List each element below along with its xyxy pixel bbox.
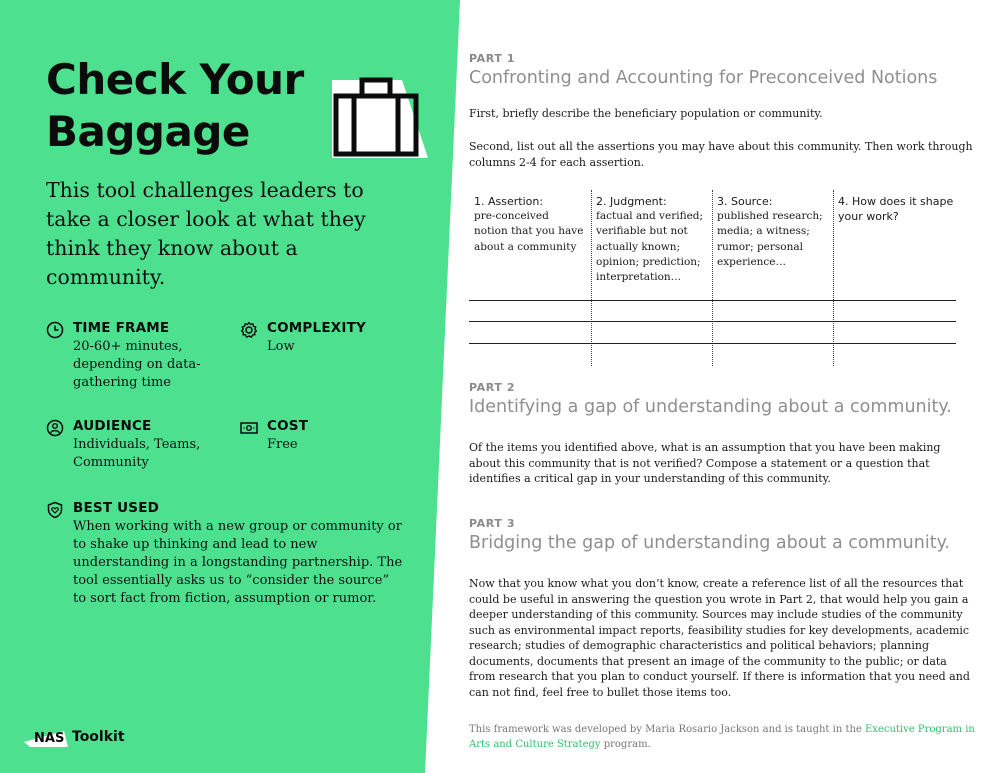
nas-logo bbox=[24, 727, 72, 747]
page-title: Check Your Baggage bbox=[46, 55, 304, 156]
audience-value: Individuals, Teams, Community bbox=[73, 437, 201, 470]
column-head: 1. Assertion: bbox=[474, 195, 544, 208]
complexity-label: COMPLEXITY bbox=[267, 320, 366, 336]
gear-icon bbox=[240, 321, 258, 339]
column-divider bbox=[591, 190, 592, 366]
part3-label: PART 3 bbox=[469, 517, 516, 530]
column-divider bbox=[712, 190, 713, 366]
intro-text: This tool challenges leaders to take a closer look at what they think they know about a community. bbox=[46, 178, 366, 289]
logo-text: Toolkit bbox=[72, 729, 125, 745]
column-desc: factual and verified; verifiable but not actually known; opinion; prediction; interpretation… bbox=[596, 210, 704, 284]
program-link[interactable]: Executive Program in Arts and Culture Strategy bbox=[469, 724, 975, 750]
part1-text1: First, briefly describe the beneficiary population or community. bbox=[469, 107, 823, 120]
column-divider bbox=[833, 190, 834, 366]
footer-text-after: program. bbox=[600, 739, 651, 750]
briefcase-icon bbox=[332, 74, 428, 158]
column-desc: pre-conceived notion that you have about a community bbox=[474, 210, 584, 253]
cost-label: COST bbox=[267, 418, 309, 434]
column-head: 4. How does it shape your work? bbox=[838, 195, 954, 224]
best-used-label: BEST USED bbox=[73, 500, 160, 516]
part3-heading: Bridging the gap of understanding about a community. bbox=[469, 533, 950, 553]
person-icon bbox=[46, 419, 64, 437]
part1-text2: Second, list out all the assertions you may have about this community. Then work through columns 2-4 for each assertion. bbox=[469, 140, 973, 169]
column-source bbox=[717, 194, 827, 270]
column-desc: published research; media; a witness; rumor; personal experience… bbox=[717, 210, 823, 268]
logo-mark: NAS bbox=[34, 731, 65, 746]
shield-heart-icon bbox=[46, 501, 64, 519]
column-judgment bbox=[596, 194, 706, 285]
part3-text: Now that you know what you don’t know, create a reference list of all the resources that could be useful in answering the question you wrote in Part 2, that would help you gain a deeper understanding of this community. Sources may include studies of the community such as environmental impact reports, feasibility studies for key developments, academic research; studies of demographic characteristics and political behaviors; planning documents, documents that present an image of the community to the public; or data from research that you plan to conduct yourself. If there is information that you need and can not find, feel free to bullet those items too. bbox=[469, 577, 970, 699]
column-head: 2. Judgment: bbox=[596, 195, 667, 208]
complexity-value: Low bbox=[267, 339, 295, 354]
time-frame-label: TIME FRAME bbox=[73, 320, 170, 336]
best-used-value: When working with a new group or community or to shake up thinking and lead to new understanding in a longstanding partnership. The tool essentially asks us to “consider the source” to sort fact from fiction, assumption or rumor. bbox=[73, 519, 403, 606]
part2-label: PART 2 bbox=[469, 381, 516, 394]
cost-value: Free bbox=[267, 437, 298, 452]
table-row-line bbox=[469, 300, 956, 301]
footer-text-before: This framework was developed by Maria Rosario Jackson and is taught in the bbox=[469, 724, 865, 735]
money-icon bbox=[240, 419, 258, 437]
column-shape-work bbox=[838, 194, 958, 224]
column-assertion bbox=[474, 194, 584, 255]
part2-heading: Identifying a gap of understanding about a community. bbox=[469, 397, 952, 417]
time-frame-value: 20-60+ minutes, depending on data-gathering time bbox=[73, 339, 201, 390]
clock-icon bbox=[46, 321, 64, 339]
footer-credit bbox=[469, 722, 979, 752]
audience-label: AUDIENCE bbox=[73, 418, 152, 434]
table-row-line bbox=[469, 343, 956, 344]
part1-label: PART 1 bbox=[469, 52, 516, 65]
table-row-line bbox=[469, 321, 956, 322]
column-head: 3. Source: bbox=[717, 195, 773, 208]
part1-heading: Confronting and Accounting for Preconceived Notions bbox=[469, 68, 938, 88]
part2-text: Of the items you identified above, what is an assumption that you have been making about this community that is not verified? Compose a statement or a question that identifies a critical gap in your understanding of this community. bbox=[469, 441, 941, 485]
